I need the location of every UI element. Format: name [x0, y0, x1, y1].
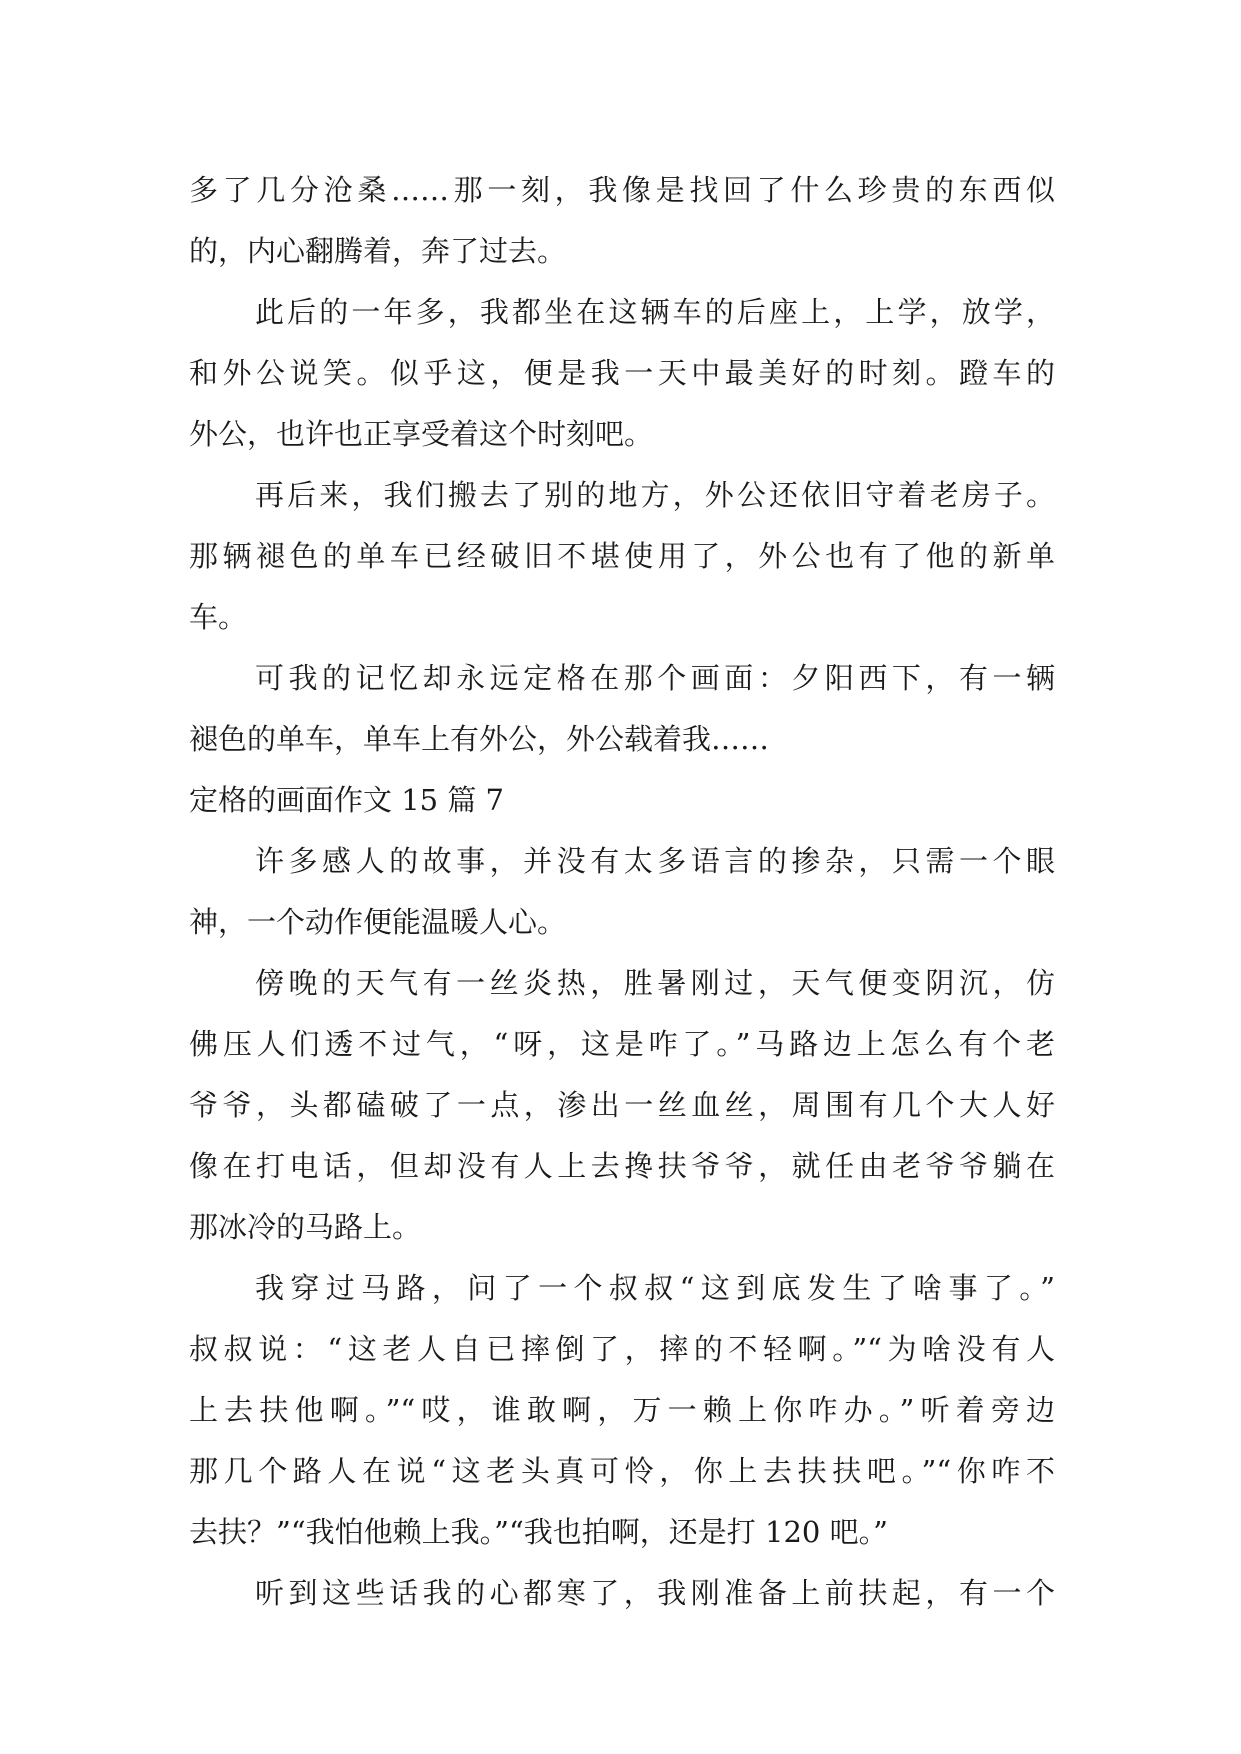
text-line: 去扶？”“我怕他赖上我。”“我也拍啊，还是打 120 吧。”	[189, 1515, 888, 1549]
text-line: 和外公说笑。似乎这，便是我一天中最美好的时刻。蹬车的	[189, 356, 1055, 390]
paragraph-start-line: 可我的记忆却永远定格在那个画面：夕阳西下，有一辆	[255, 661, 1055, 695]
text-line: 那冰冷的马路上。	[189, 1210, 422, 1244]
paragraph-start-line: 再后来，我们搬去了别的地方，外公还依旧守着老房子。	[255, 478, 1055, 512]
paragraph-start-line: 傍晚的天气有一丝炎热，胜暑刚过，天气便变阴沉，仿	[255, 966, 1055, 1000]
text-line: 多了几分沧桑……那一刻，我像是找回了什么珍贵的东西似	[189, 173, 1055, 207]
document-body	[189, 160, 1055, 1624]
section-heading: 定格的画面作文 15 篇 7	[189, 783, 505, 817]
text-line: 爷爷，头都磕破了一点，渗出一丝血丝，周围有几个大人好	[189, 1088, 1055, 1122]
text-line: 褪色的单车，单车上有外公，外公载着我……	[189, 722, 770, 756]
paragraph-start-line: 听到这些话我的心都寒了，我刚准备上前扶起，有一个	[255, 1576, 1055, 1610]
paragraph-start-line: 我穿过马路，问了一个叔叔“这到底发生了啥事了。”	[255, 1271, 1055, 1305]
text-line: 佛压人们透不过气，“呀，这是咋了。”马路边上怎么有个老	[189, 1027, 1055, 1061]
paragraph-start-line: 许多感人的故事，并没有太多语言的掺杂，只需一个眼	[255, 844, 1055, 878]
text-line: 那辆褪色的单车已经破旧不堪使用了，外公也有了他的新单	[189, 539, 1055, 573]
text-line: 叔叔说：“这老人自已摔倒了，摔的不轻啊。”“为啥没有人	[189, 1332, 1055, 1366]
text-line: 像在打电话，但却没有人上去搀扶爷爷，就任由老爷爷躺在	[189, 1149, 1055, 1183]
paragraph-start-line: 此后的一年多，我都坐在这辆车的后座上，上学，放学，	[255, 295, 1055, 329]
text-line: 神，一个动作便能温暖人心。	[189, 905, 567, 939]
text-line: 上去扶他啊。”“哎，谁敢啊，万一赖上你咋办。”听着旁边	[189, 1393, 1055, 1427]
text-line: 的，内心翻腾着，奔了过去。	[189, 234, 567, 268]
text-line: 车。	[189, 600, 248, 634]
text-line: 外公，也许也正享受着这个时刻吧。	[189, 417, 654, 451]
text-line: 那几个路人在说“这老头真可怜，你上去扶扶吧。”“你咋不	[189, 1454, 1055, 1488]
